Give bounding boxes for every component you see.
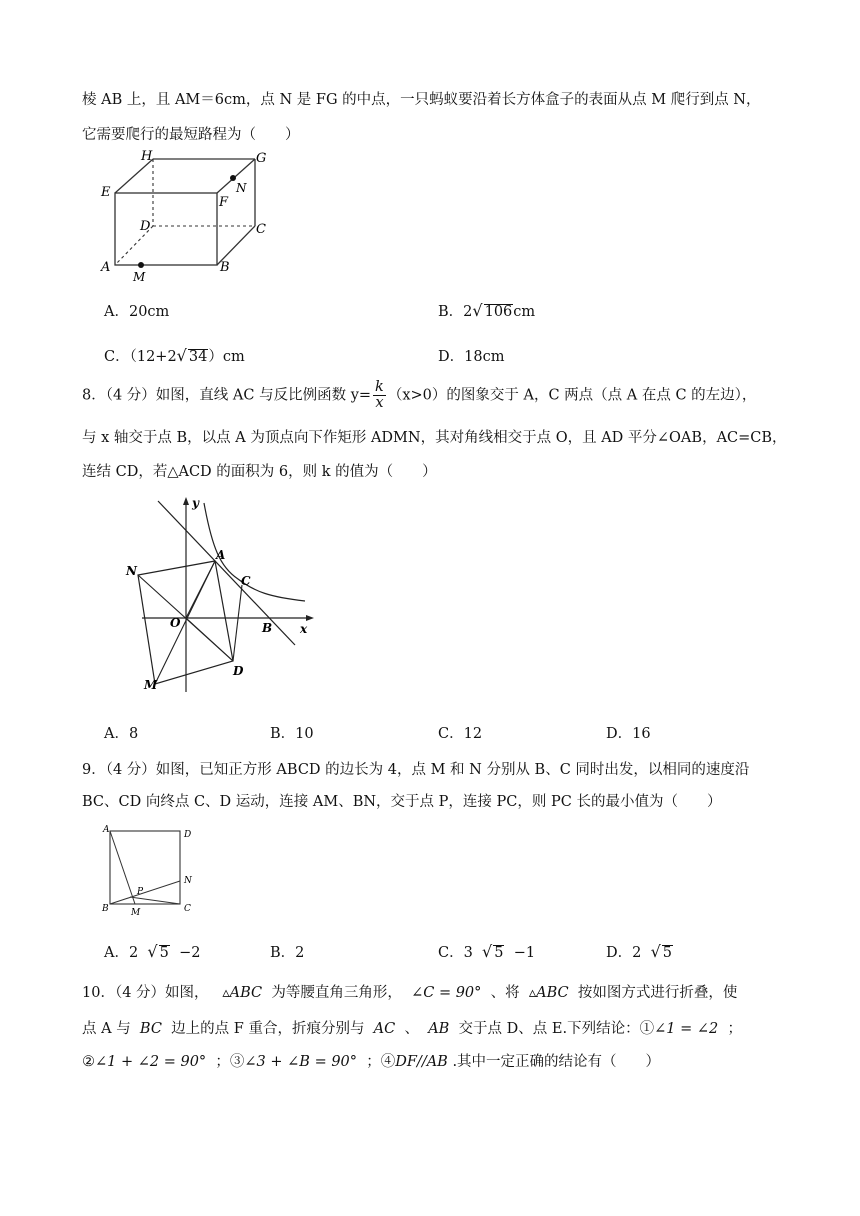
q8-option-c[interactable]: C．12 xyxy=(438,726,483,742)
svg-text:G: G xyxy=(256,151,267,166)
svg-text:H: H xyxy=(141,149,153,164)
q8-option-b[interactable]: B．10 xyxy=(270,726,314,742)
q7-text-line2: 它需要爬行的最短路程为（ ） xyxy=(82,127,300,143)
svg-text:x: x xyxy=(300,622,308,636)
q7-cuboid-figure xyxy=(98,146,288,286)
q8-text-line2: 与 x 轴交于点 B，以点 A 为顶点向下作矩形 ADMN，其对角线相交于点 O，且 AD 平分∠OAB，AC=CB， xyxy=(82,430,787,446)
svg-text:M: M xyxy=(144,678,158,692)
svg-text:M: M xyxy=(131,908,141,918)
svg-text:D: D xyxy=(140,219,151,234)
q9-text-line2: BC、CD 向终点 C、D 运动，连接 AM、BN，交于点 P，连接 PC，则 PC 长的最小值为（ ） xyxy=(82,794,722,810)
svg-text:P: P xyxy=(137,887,144,897)
svg-text:C: C xyxy=(184,904,191,914)
svg-text:A: A xyxy=(216,548,226,562)
q7-text-line1: 棱 AB 上，且 AM＝6cm，点 N 是 FG 的中点，一只蚂蚁要沿着长方体盒子的表面从点 M 爬行到点 N， xyxy=(82,92,761,108)
q10-text-line2: 点 A 与 BC 边上的点 F 重合，折痕分别与 AC 、 AB 交于点 D、点 E.下列结论：①∠1 = ∠2 ； xyxy=(82,1021,742,1037)
svg-text:A: A xyxy=(103,825,110,835)
q9-option-d[interactable]: D．2 √ 5 xyxy=(606,942,673,961)
q8-text-line3: 连结 CD，若△ACD 的面积为 6，则 k 的值为（ ） xyxy=(82,464,437,480)
svg-text:B: B xyxy=(220,260,230,275)
svg-text:F: F xyxy=(219,195,229,210)
q7-option-c[interactable]: C．（12+2√ 34）cm xyxy=(104,346,245,365)
svg-text:C: C xyxy=(256,222,266,237)
svg-text:C: C xyxy=(241,574,251,588)
svg-text:N: N xyxy=(236,181,247,195)
q7-option-b[interactable]: B．2√ 106cm xyxy=(438,301,536,320)
svg-text:N: N xyxy=(126,564,137,578)
q7-option-d[interactable]: D．18cm xyxy=(438,349,505,365)
q8-option-a[interactable]: A．8 xyxy=(104,726,139,742)
q10-text-line1: 10．（4 分）如图， ▵ABC 为等腰直角三角形， ∠C = 90° 、将 ▵ABC 按如图方式进行折叠，使 xyxy=(82,985,738,1001)
svg-text:y: y xyxy=(192,496,199,510)
q9-text-line1: 9．（4 分）如图，已知正方形 ABCD 的边长为 4，点 M 和 N 分别从 B、C 同时出发，以相同的速度沿 xyxy=(82,762,750,778)
svg-text:E: E xyxy=(101,185,111,200)
svg-text:D: D xyxy=(233,664,244,678)
q7-option-a[interactable]: A．20cm xyxy=(104,304,170,320)
q9-option-b[interactable]: B．2 xyxy=(270,945,305,961)
q8-option-d[interactable]: D．16 xyxy=(606,726,651,742)
svg-text:M: M xyxy=(133,270,146,284)
q9-square-figure xyxy=(100,823,200,918)
q8-graph-figure xyxy=(120,497,320,697)
svg-text:A: A xyxy=(101,260,111,275)
q8-text-line1: 8．（4 分）如图，直线 AC 与反比例函数 y= $\frac{k}{x}$ （x>0）的图象交于 A，C 两点（点 A 在点 C 的左边）， xyxy=(82,379,757,412)
svg-text:D: D xyxy=(184,830,192,840)
svg-text:N: N xyxy=(184,876,192,886)
svg-text:O: O xyxy=(170,616,181,630)
svg-text:B: B xyxy=(262,621,273,635)
q9-option-c[interactable]: C．3 √ 5 −1 xyxy=(438,942,536,961)
q10-text-line3: ②∠1 + ∠2 = 90° ；③∠3 + ∠B = 90° ；④DF//AB .其中一定正确的结论有（ ） xyxy=(82,1054,661,1070)
q9-option-a[interactable]: A．2 √ 5 −2 xyxy=(104,942,201,961)
svg-text:B: B xyxy=(102,904,109,914)
